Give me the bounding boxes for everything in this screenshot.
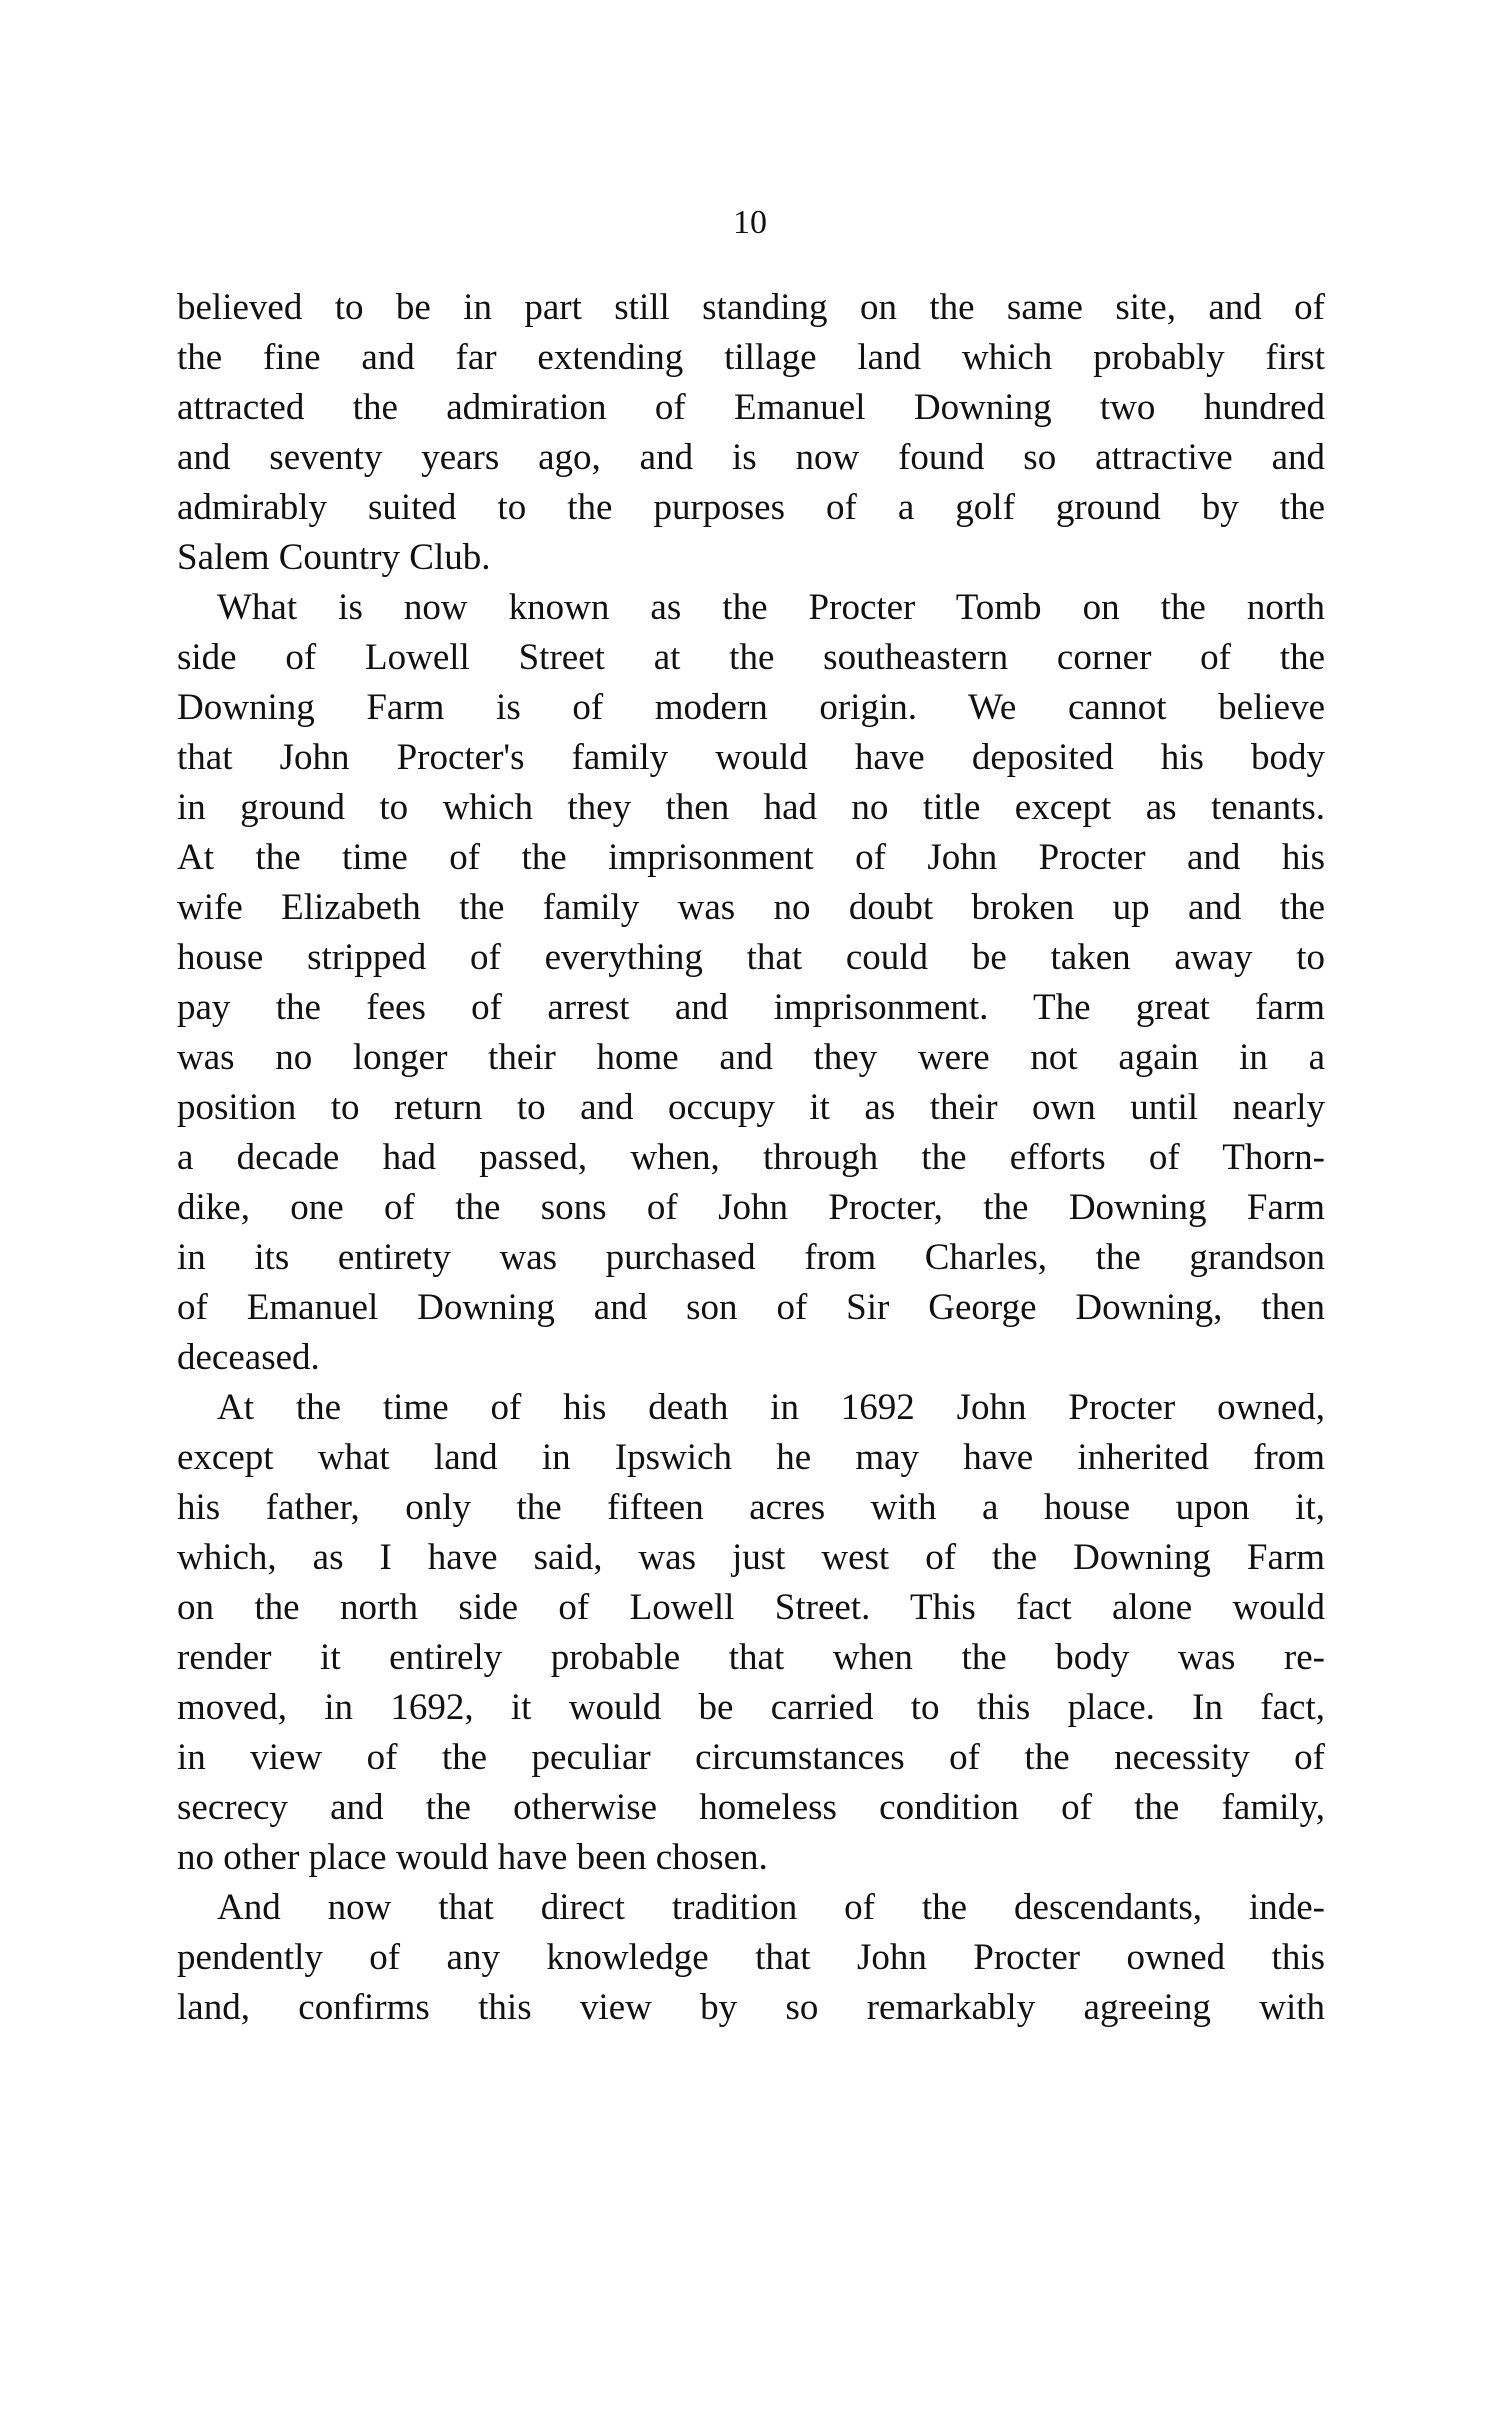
text-line: believed to be in part still standing on the same site, and of bbox=[177, 287, 1325, 328]
text-line: Downing Farm is of modern origin. We cannot believe bbox=[177, 687, 1325, 728]
text-line: render it entirely probable that when the body was re- bbox=[177, 1637, 1325, 1678]
text-line: secrecy and the otherwise homeless condition of the family, bbox=[177, 1787, 1325, 1828]
text-line: At the time of the imprisonment of John Procter and his bbox=[177, 837, 1325, 878]
text-line: moved, in 1692, it would be carried to this place. In fact, bbox=[177, 1687, 1325, 1728]
text-line: which, as I have said, was just west of the Downing Farm bbox=[177, 1537, 1325, 1578]
text-line: his father, only the fifteen acres with a house upon it, bbox=[177, 1487, 1325, 1528]
text-line: admirably suited to the purposes of a golf ground by the bbox=[177, 487, 1325, 528]
text-line: was no longer their home and they were not again in a bbox=[177, 1037, 1325, 1078]
text-line: that John Procter's family would have deposited his body bbox=[177, 737, 1325, 778]
text-line: of Emanuel Downing and son of Sir George Downing, then bbox=[177, 1287, 1325, 1328]
text-line: dike, one of the sons of John Procter, the Downing Farm bbox=[177, 1187, 1325, 1228]
paragraph bbox=[177, 283, 1325, 583]
paragraph bbox=[177, 583, 1325, 1383]
paragraph bbox=[177, 1883, 1325, 2033]
text-line: position to return to and occupy it as their own until nearly bbox=[177, 1087, 1325, 1128]
text-line: side of Lowell Street at the southeastern corner of the bbox=[177, 637, 1325, 678]
text-line: in its entirety was purchased from Charles, the grandson bbox=[177, 1237, 1325, 1278]
text-line: What is now known as the Procter Tomb on the north bbox=[217, 587, 1325, 628]
text-line: And now that direct tradition of the descendants, inde- bbox=[217, 1887, 1325, 1928]
text-line: attracted the admiration of Emanuel Downing two hundred bbox=[177, 387, 1325, 428]
text-line: Salem Country Club. bbox=[177, 537, 491, 578]
text-line: a decade had passed, when, through the efforts of Thorn- bbox=[177, 1137, 1325, 1178]
body-text bbox=[177, 283, 1325, 2033]
text-line: land, confirms this view by so remarkably agreeing with bbox=[177, 1987, 1325, 2028]
paragraph bbox=[177, 1383, 1325, 1883]
text-line: in ground to which they then had no title except as tenants. bbox=[177, 787, 1325, 828]
text-line: on the north side of Lowell Street. This fact alone would bbox=[177, 1587, 1325, 1628]
text-line: no other place would have been chosen. bbox=[177, 1837, 768, 1878]
text-line: At the time of his death in 1692 John Procter owned, bbox=[217, 1387, 1325, 1428]
text-line: house stripped of everything that could be taken away to bbox=[177, 937, 1325, 978]
text-line: wife Elizabeth the family was no doubt broken up and the bbox=[177, 887, 1325, 928]
text-line: and seventy years ago, and is now found so attractive and bbox=[177, 437, 1325, 478]
text-line: deceased. bbox=[177, 1337, 320, 1378]
text-line: pendently of any knowledge that John Procter owned this bbox=[177, 1937, 1325, 1978]
text-line: in view of the peculiar circumstances of the necessity of bbox=[177, 1737, 1325, 1778]
text-line: except what land in Ipswich he may have inherited from bbox=[177, 1437, 1325, 1478]
text-line: pay the fees of arrest and imprisonment. The great farm bbox=[177, 987, 1325, 1028]
page-number: 10 bbox=[733, 204, 767, 241]
text-line: the fine and far extending tillage land which probably first bbox=[177, 337, 1325, 378]
